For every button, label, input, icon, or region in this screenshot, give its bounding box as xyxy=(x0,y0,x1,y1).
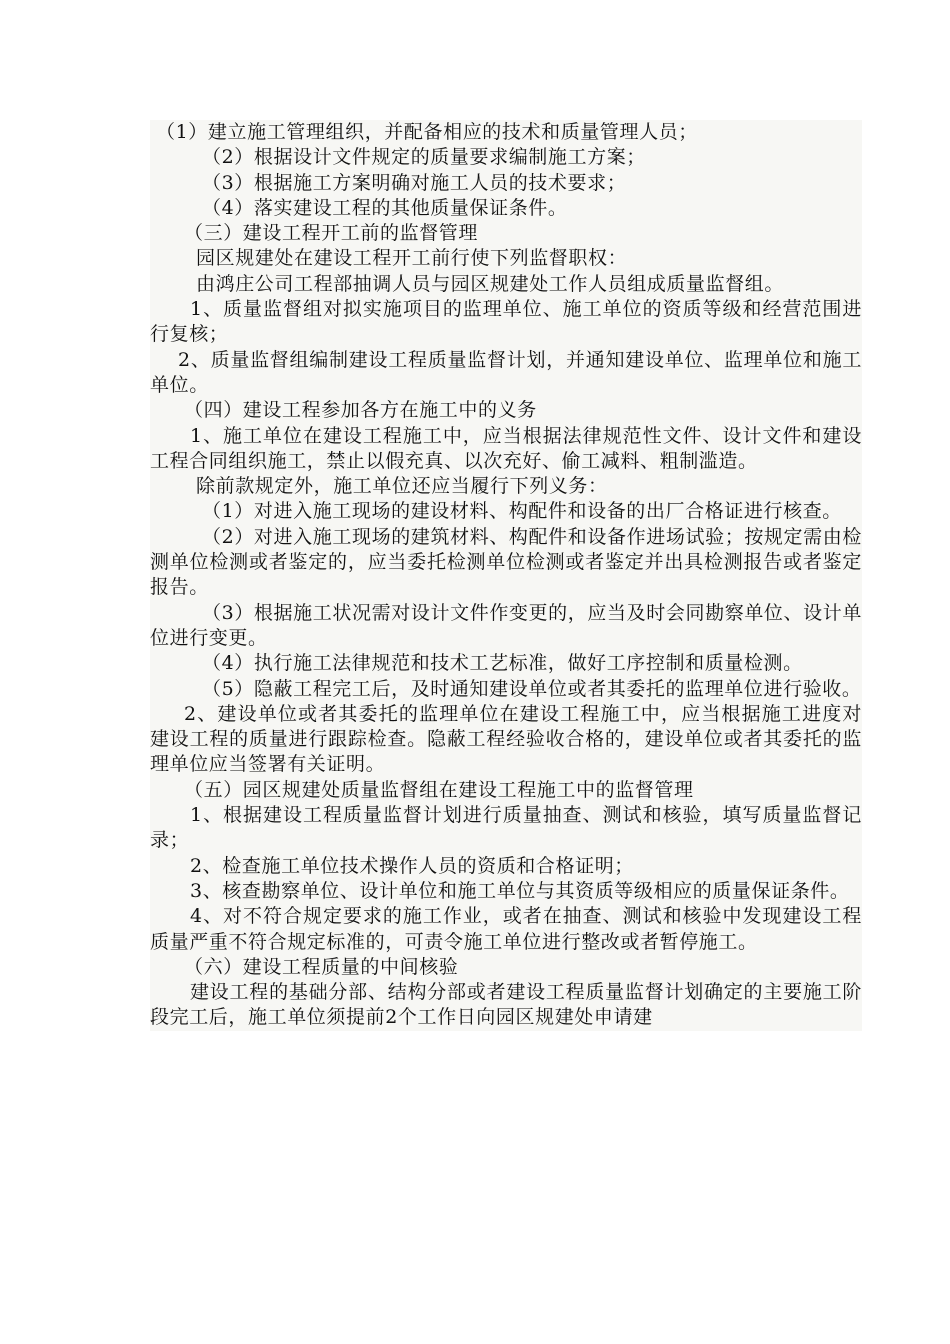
paragraph: 1、根据建设工程质量监督计划进行质量抽查、测试和核验，填写质量监督记录； xyxy=(150,804,862,852)
section-heading: （六）建设工程质量的中间核验 xyxy=(184,955,459,978)
section-heading: （三）建设工程开工前的监督管理 xyxy=(184,222,479,245)
paragraph: （2）根据设计文件规定的质量要求编制施工方案； xyxy=(202,146,646,169)
section-heading: （五）园区规建处质量监督组在建设工程施工中的监督管理 xyxy=(184,778,694,801)
paragraph: 2、检查施工单位技术操作人员的资质和合格证明； xyxy=(190,854,634,877)
paragraph: 由鸿庄公司工程部抽调人员与园区规建处工作人员组成质量监督组。 xyxy=(196,272,785,295)
document-body xyxy=(150,120,862,1031)
paragraph: （3）根据施工方案明确对施工人员的技术要求； xyxy=(202,171,627,194)
paragraph: 1、施工单位在建设工程施工中，应当根据法律规范性文件、设计文件和建设工程合同组织施工，禁止以假充真、以次充好、偷工减料、粗制滥造。 xyxy=(150,424,862,472)
paragraph: 除前款规定外，施工单位还应当履行下列义务： xyxy=(196,475,608,498)
paragraph: 2、建设单位或者其委托的监理单位在建设工程施工中，应当根据施工进度对建设工程的质量进行跟踪检查。隐蔽工程经验收合格的，建设单位或者其委托的监理单位应当签署有关证明。 xyxy=(150,702,862,776)
paragraph: （2）对进入施工现场的建筑材料、构配件和设备作进场试验；按规定需由检测单位检测或者鉴定的，应当委托检测单位检测或者鉴定并出具检测报告或者鉴定报告。 xyxy=(150,525,862,599)
paragraph: 1、质量监督组对拟实施项目的监理单位、施工单位的资质等级和经营范围进行复核； xyxy=(150,298,862,346)
paragraph: 2、质量监督组编制建设工程质量监督计划，并通知建设单位、监理单位和施工单位。 xyxy=(150,348,862,396)
paragraph: 建设工程的基础分部、结构分部或者建设工程质量监督计划确定的主要施工阶段完工后，施工单位须提前2个工作日向园区规建处申请建 xyxy=(150,981,862,1029)
paragraph: 4、对不符合规定要求的施工作业，或者在抽查、测试和核验中发现建设工程质量严重不符合规定标准的，可责令施工单位进行整改或者暂停施工。 xyxy=(150,905,862,953)
paragraph: （4）执行施工法律规范和技术工艺标准，做好工序控制和质量检测。 xyxy=(202,652,803,675)
paragraph: （5）隐蔽工程完工后，及时通知建设单位或者其委托的监理单位进行验收。 xyxy=(202,677,862,700)
section-heading: （四）建设工程参加各方在施工中的义务 xyxy=(184,399,537,422)
paragraph: （3）根据施工状况需对设计文件作变更的，应当及时会同勘察单位、设计单位进行变更。 xyxy=(150,601,862,649)
paragraph: 3、核查勘察单位、设计单位和施工单位与其资质等级相应的质量保证条件。 xyxy=(190,879,850,902)
paragraph: （1）建立施工管理组织，并配备相应的技术和质量管理人员； xyxy=(156,121,698,143)
paragraph: （1）对进入施工现场的建设材料、构配件和设备的出厂合格证进行核查。 xyxy=(202,500,842,523)
paragraph: 园区规建处在建设工程开工前行使下列监督职权： xyxy=(196,247,628,270)
paragraph: （4）落实建设工程的其他质量保证条件。 xyxy=(202,196,568,219)
